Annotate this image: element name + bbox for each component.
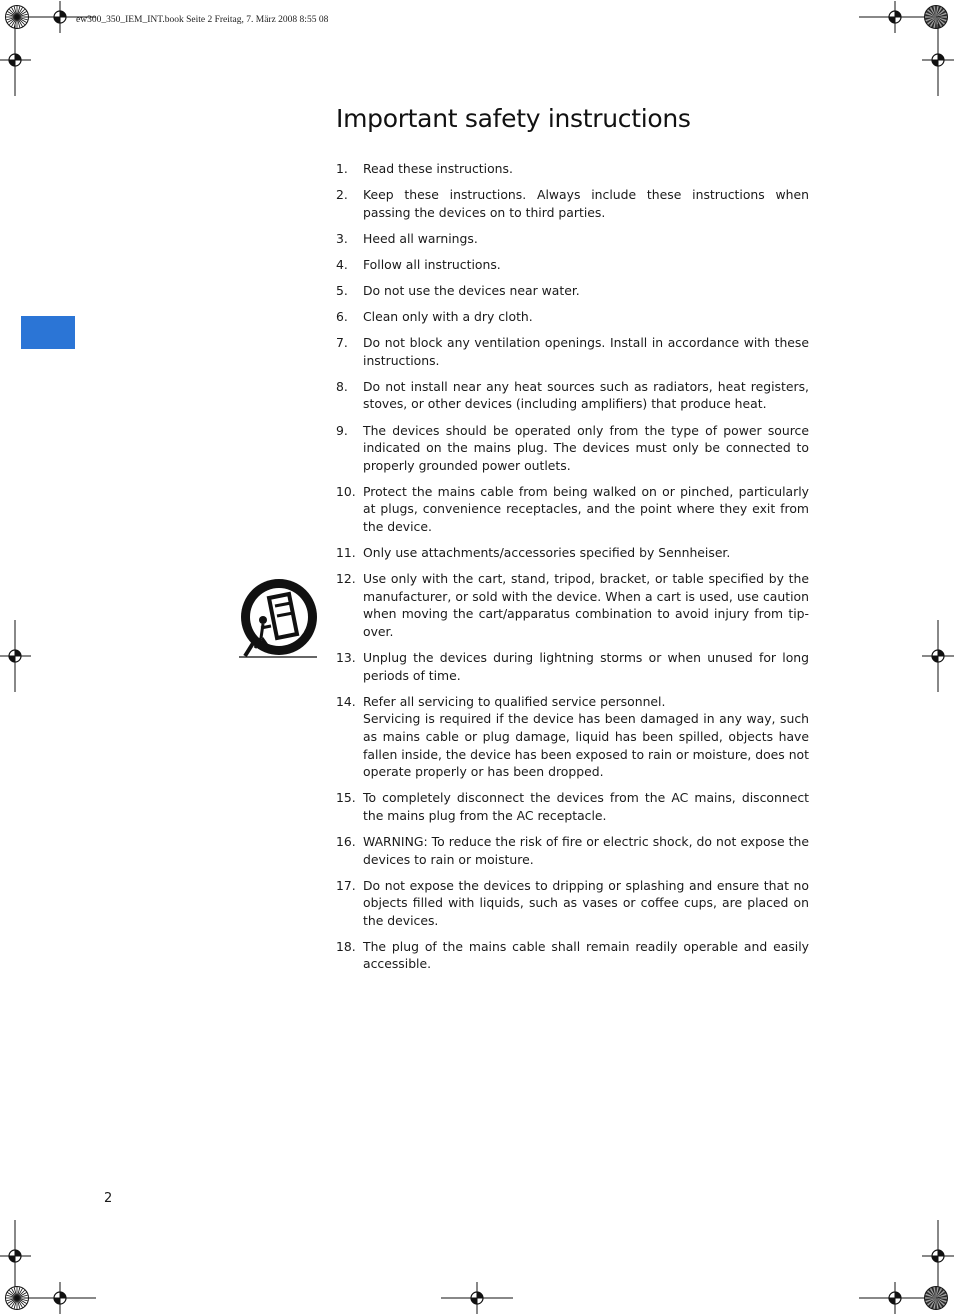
list-item-text: [363, 570, 809, 640]
list-item: [336, 378, 809, 413]
list-item-number: 2.: [336, 187, 348, 203]
list-item-text: [363, 544, 809, 562]
list-item-main-text: The plug of the mains cable shall remain readily operable and easily accessible.: [363, 938, 809, 972]
list-item-main-text: Do not block any ventilation openings. Install in accordance with these instructions.: [363, 335, 809, 368]
registration-mark-icon: [859, 1282, 931, 1314]
list-item: [336, 938, 809, 973]
list-item-main-text: Do not install near any heat sources such as radiators, heat registers, stoves, or other devices (including amplifiers) that produce heat.: [363, 378, 809, 412]
list-item-text: [363, 308, 809, 326]
list-item-main-text: WARNING: To reduce the risk of fire or electric shock, do not expose the devices to rain or moisture.: [363, 833, 809, 867]
list-item-main-text: Use only with the cart, stand, tripod, bracket, or table specified by the manufacturer, or sold with the device. When a cart is used, use caution when moving the cart/apparatus combination to avoid injury from tip-over.: [363, 571, 809, 639]
list-item: [336, 877, 809, 930]
list-item-number: 12.: [336, 571, 356, 587]
list-item: [336, 649, 809, 684]
list-item-main-text: Unplug the devices during lightning storms or when unused for long periods of time.: [363, 650, 809, 683]
list-item: [336, 186, 809, 221]
list-item-main-text: Do not use the devices near water.: [363, 282, 580, 298]
list-item: [336, 334, 809, 369]
registration-mark-icon: [922, 620, 954, 692]
list-item-number: 11.: [336, 545, 356, 561]
list-item-number: 17.: [336, 877, 356, 893]
list-item: [336, 230, 809, 248]
list-item-subtext: Servicing is required if the device has been damaged in any way, such as mains cable or plug damage, liquid has been spilled, objects have fallen inside, the device has been exposed to rain or moisture, does not operate properly or has been dropped.: [363, 711, 809, 780]
safety-instructions-list: [336, 160, 809, 982]
registration-mark-icon: [0, 24, 31, 96]
list-item-text: [363, 833, 809, 868]
list-item-main-text: The devices should be operated only from the type of power source indicated on the mains plug. The devices must only be connected to properly grounded power outlets.: [363, 422, 809, 473]
list-item-text: [363, 877, 809, 930]
list-item-number: 9.: [336, 422, 348, 438]
print-header-slug: ew300_350_IEM_INT.book Seite 2 Freitag, 7. März 2008 8:55 08: [76, 15, 329, 25]
registration-mark-icon: [24, 1282, 96, 1314]
list-item: [336, 422, 809, 475]
list-item-main-text: Keep these instructions. Always include these instructions when passing the devices on to third parties.: [363, 187, 809, 220]
list-item: [336, 282, 809, 300]
list-item-number: 4.: [336, 256, 348, 272]
list-item: [336, 789, 809, 824]
list-item-text: [363, 649, 809, 684]
list-item-text: [363, 256, 809, 274]
list-item-number: 1.: [336, 161, 348, 176]
list-item-text: [363, 693, 809, 781]
list-item-main-text: Refer all servicing to qualified service personnel.: [363, 693, 666, 709]
registration-mark-icon: [922, 24, 954, 96]
list-item-text: [363, 230, 809, 248]
list-item-number: 5.: [336, 282, 348, 298]
list-item-number: 18.: [336, 938, 356, 954]
list-item: [336, 256, 809, 274]
registration-mark-icon: [441, 1282, 513, 1314]
list-item-number: 3.: [336, 230, 348, 246]
list-item-text: [363, 422, 809, 475]
list-item-number: 16.: [336, 833, 356, 849]
registration-mark-icon: [0, 620, 31, 692]
list-item-text: [363, 160, 809, 178]
list-item-main-text: Follow all instructions.: [363, 256, 501, 272]
page-title: Important safety instructions: [336, 104, 691, 133]
list-item-text: [363, 378, 809, 413]
list-item-main-text: Protect the mains cable from being walked on or pinched, particularly at plugs, convenience receptacles, and the point where they exit from the device.: [363, 483, 809, 534]
list-item-text: [363, 186, 809, 221]
list-item-text: [363, 789, 809, 824]
list-item-number: 7.: [336, 335, 348, 351]
list-item-number: 14.: [336, 693, 356, 709]
list-item-text: [363, 938, 809, 973]
chapter-tab-marker: [21, 316, 75, 349]
list-item-main-text: Do not expose the devices to dripping or splashing and ensure that no objects filled with liquids, such as vases or coffee cups, are placed on the devices.: [363, 877, 809, 928]
list-item-number: 15.: [336, 790, 356, 806]
list-item-main-text: Only use attachments/accessories specified by Sennheiser.: [363, 545, 731, 561]
cart-warning-icon: [237, 576, 322, 661]
list-item-main-text: To completely disconnect the devices from the AC mains, disconnect the mains plug from the AC receptacle.: [363, 790, 809, 823]
list-item: [336, 570, 809, 640]
list-item-number: 8.: [336, 378, 348, 394]
list-item: [336, 833, 809, 868]
list-item: [336, 160, 809, 178]
registration-mark-icon: [24, 1, 96, 33]
list-item-text: [363, 483, 809, 536]
list-item-main-text: Clean only with a dry cloth.: [363, 309, 533, 325]
list-item-text: [363, 282, 809, 300]
list-item-text: [363, 334, 809, 369]
list-item-number: 6.: [336, 309, 348, 325]
list-item: [336, 544, 809, 562]
list-item-main-text: Heed all warnings.: [363, 230, 478, 246]
list-item-main-text: Read these instructions.: [363, 161, 513, 176]
page-number: 2: [104, 1191, 113, 1206]
list-item: [336, 483, 809, 536]
list-item-number: 13.: [336, 650, 356, 666]
registration-mark-icon: [859, 1, 931, 33]
list-item: [336, 308, 809, 326]
list-item: [336, 693, 809, 781]
color-wheel-icon: [924, 1286, 948, 1310]
list-item-number: 10.: [336, 483, 356, 499]
